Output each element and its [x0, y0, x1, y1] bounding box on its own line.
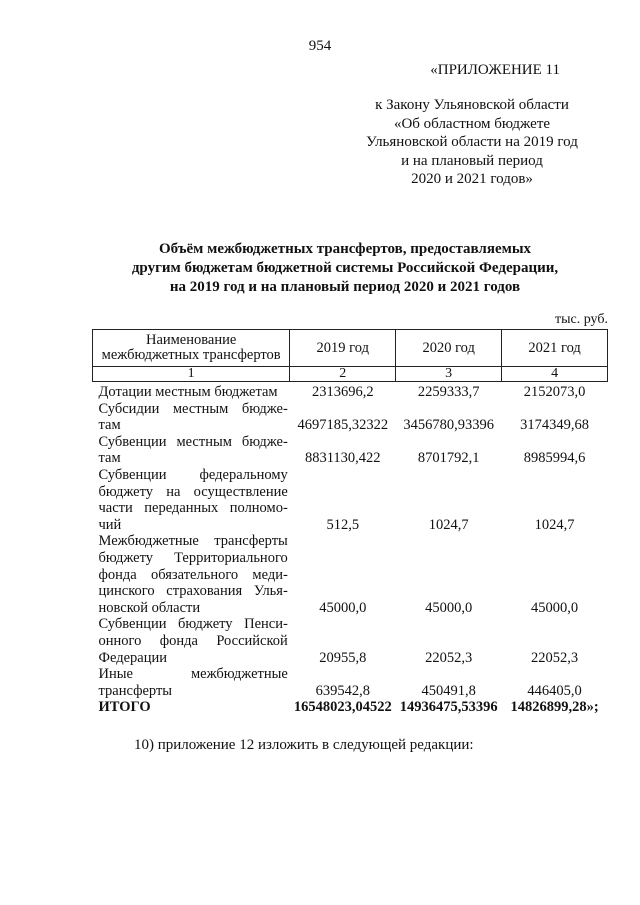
header-name-column	[93, 330, 290, 367]
row-name-line: бюджету Территориального	[98, 549, 288, 566]
value-2020: 2259333,7	[417, 384, 480, 400]
row-name	[93, 533, 290, 616]
value-2019: 8831130,422	[304, 450, 381, 467]
total-2019: 16548023,04522	[293, 699, 392, 716]
value-2019: 639542,8	[315, 682, 370, 699]
table-row	[93, 616, 608, 666]
column-number: 3	[396, 367, 502, 382]
title-line: Объём межбюджетных трансфертов, предоставляемых	[158, 241, 532, 257]
value-2021: 2152073,0	[523, 384, 586, 400]
amendment-text: 10) приложение 12 изложить в следующей редакции:	[134, 737, 474, 753]
row-name-line: там	[98, 450, 121, 467]
row-name-line: Субвенции бюджету Пенси-	[98, 616, 288, 633]
column-number: 4	[502, 367, 608, 382]
law-reference-line: и на плановый период	[401, 152, 543, 169]
row-name	[93, 616, 290, 666]
law-reference	[342, 96, 602, 189]
value-2021: 446405,0	[527, 682, 582, 699]
value-2021: 8985994,6	[523, 450, 586, 467]
value-2019: 45000,0	[319, 599, 367, 616]
header-2020: 2020 год	[396, 330, 502, 367]
row-name	[93, 434, 290, 467]
law-reference-line: к Закону Ульяновской области	[375, 97, 569, 113]
row-name-line: Межбюджетные трансферты	[98, 533, 288, 550]
header-name-line: межбюджетных трансфертов	[101, 347, 281, 363]
row-name-line: Федерации	[98, 649, 167, 666]
column-number: 2	[290, 367, 396, 382]
value-2020: 22052,3	[425, 649, 473, 666]
column-numbers-row	[93, 367, 608, 382]
row-name-line: Иные межбюджетные	[98, 666, 288, 683]
header-name-line: Наименование	[145, 332, 237, 348]
table-row	[93, 401, 608, 434]
column-number: 1	[93, 367, 290, 382]
value-2019: 2313696,2	[311, 384, 374, 400]
transfers-table	[92, 329, 608, 716]
row-name	[93, 666, 290, 699]
table-header-row	[93, 330, 608, 367]
total-2020: 14936475,53396	[399, 699, 498, 716]
law-reference-line: «Об областном бюджете	[393, 115, 551, 132]
header-2019: 2019 год	[290, 330, 396, 367]
row-name-line: бюджету на осуществление	[98, 483, 288, 500]
row-name-line: части переданных полномо-	[98, 500, 288, 517]
row-name-line: новской области	[98, 599, 201, 616]
appendix-heading: «ПРИЛОЖЕНИЕ 11	[430, 62, 560, 78]
value-2020: 1024,7	[428, 516, 469, 533]
row-name-line: фонда обязательного меди-	[98, 566, 288, 583]
value-2021: 1024,7	[534, 516, 575, 533]
row-name-line: Субсидии местным бюдже-	[98, 400, 288, 417]
value-2021: 3174349,68	[520, 417, 589, 434]
law-reference-line: Ульяновской области на 2019 год	[366, 134, 578, 150]
header-2021: 2021 год	[502, 330, 608, 367]
value-2020: 8701792,1	[417, 450, 480, 467]
law-reference-line: 2020 и 2021 годов»	[411, 171, 533, 187]
row-name	[93, 382, 290, 401]
row-name-line: Субвенции федеральному	[98, 466, 288, 483]
value-2020: 450491,8	[421, 682, 476, 699]
value-2019: 20955,8	[319, 649, 367, 666]
total-2021: 14826899,28»;	[510, 699, 599, 716]
table-row	[93, 434, 608, 467]
total-row	[93, 699, 608, 716]
row-name-line: трансферты	[98, 682, 173, 699]
total-label: ИТОГО	[98, 699, 151, 716]
value-2019: 512,5	[326, 516, 360, 533]
value-2020: 3456780,93396	[403, 417, 494, 434]
table-row	[93, 382, 608, 401]
table-row	[93, 467, 608, 533]
value-2021: 45000,0	[531, 599, 579, 616]
units-label: тыс. руб.	[555, 312, 608, 327]
value-2020: 45000,0	[425, 599, 473, 616]
row-name-line: цинского страхования Улья-	[98, 583, 288, 600]
value-2021: 22052,3	[531, 649, 579, 666]
title-line: другим бюджетам бюджетной системы Российской Федерации,	[131, 260, 559, 276]
row-name-line: там	[98, 417, 121, 434]
title-line: на 2019 год и на плановый период 2020 и 2021 годов	[169, 279, 521, 295]
document-title	[0, 240, 640, 297]
row-name-line: Дотации местным бюджетам	[98, 384, 278, 400]
row-name	[93, 467, 290, 533]
table-row	[93, 533, 608, 616]
row-name-line: чий	[98, 516, 122, 533]
row-name	[93, 401, 290, 434]
row-name-line: онного фонда Российской	[98, 632, 288, 649]
page-number: 954	[308, 38, 332, 54]
value-2019: 4697185,32322	[297, 417, 389, 434]
table-row	[93, 666, 608, 699]
row-name-line: Субвенции местным бюдже-	[98, 433, 288, 450]
